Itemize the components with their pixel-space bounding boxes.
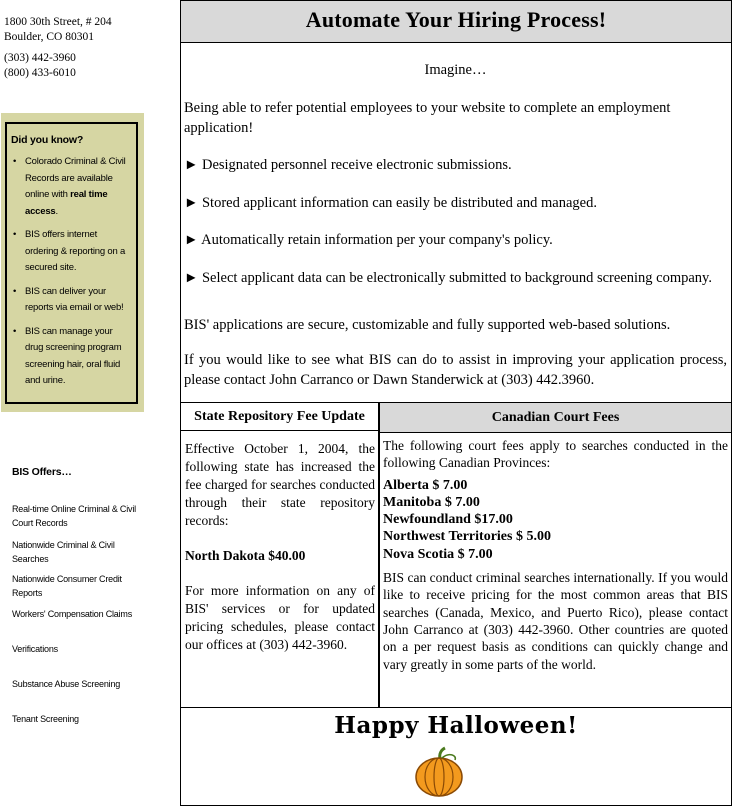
offer-item: Workers' Compensation Claims xyxy=(12,609,132,619)
bullet-item: ► Designated personnel receive electronic submissions. xyxy=(184,157,512,173)
state-fee-intro: Effective October 1, 2004, the following state has increased the fee charged for searches conducted through their state repository records: xyxy=(185,441,375,528)
state-fee-body xyxy=(185,440,375,654)
imagine-text: Imagine… xyxy=(424,62,487,78)
did-you-know-list xyxy=(7,154,136,397)
did-you-know-item: • BIS offers internet ordering & reporting on a secured site. xyxy=(25,227,130,277)
canadian-fee-body xyxy=(383,437,728,673)
pumpkin-icon xyxy=(413,746,465,798)
did-you-know-title: Did you know? xyxy=(11,134,84,146)
canadian-fee-box xyxy=(380,403,731,707)
offers-title: BIS Offers… xyxy=(12,466,72,478)
bullet-item: ► Stored applicant information can easily be distributed and managed. xyxy=(184,195,597,211)
did-you-know-box xyxy=(1,113,144,412)
canadian-fee-title: Canadian Court Fees xyxy=(380,403,731,433)
main-header xyxy=(181,1,731,43)
state-fee-box xyxy=(181,403,380,707)
offer-item: Verifications xyxy=(12,644,58,654)
fee-row: Newfoundland $17.00 xyxy=(383,512,513,528)
main-content xyxy=(180,0,732,806)
phone-1: (303) 442-3960 xyxy=(4,52,76,64)
state-fee-value: North Dakota $40.00 xyxy=(185,548,306,563)
divider xyxy=(181,707,731,708)
phone-2: (800) 433-6010 xyxy=(4,67,76,79)
sidebar xyxy=(0,0,178,806)
state-fee-footer: For more information on any of BIS' services or for updated pricing schedules, please contact our offices at (303) 442-3960. xyxy=(185,583,375,652)
state-fee-title: State Repository Fee Update xyxy=(181,403,378,431)
fee-row: Manitoba $ 7.00 xyxy=(383,494,480,510)
address-line-1: 1800 30th Street, # 204 xyxy=(4,16,112,28)
intro-text: Being able to refer potential employees to your website to complete an employment application! xyxy=(184,100,671,136)
page-title: Automate Your Hiring Process! xyxy=(305,7,607,32)
canadian-fee-text: BIS can conduct criminal searches internationally. If you would like to receive pricing for the most common areas that BIS searches (Canada, Mexico, and Puerto Rico), please contact John Carranco at (303) 442-3960. Other countries are quoted on a per request basis as conditions can quickly change and vary greatly in some parts of the world. xyxy=(383,570,728,672)
contact-text: If you would like to see what BIS can do to assist in improving your application process, please contact John Carranco or Dawn Standerwick at (303) 442.3960. xyxy=(184,352,727,388)
offer-item: Substance Abuse Screening xyxy=(12,679,121,689)
address-line-2: Boulder, CO 80301 xyxy=(4,31,94,43)
offer-item: Tenant Screening xyxy=(12,714,79,724)
canadian-fee-intro: The following court fees apply to searches conducted in the following Canadian Provinces: xyxy=(383,438,728,471)
fee-row: Northwest Territories $ 5.00 xyxy=(383,529,551,545)
phone-numbers xyxy=(4,51,76,81)
did-you-know-item: • BIS can manage your drug screening program screening hair, oral fluid and urine. xyxy=(25,324,130,390)
fee-row: Nova Scotia $ 7.00 xyxy=(383,546,493,562)
offer-item: Nationwide Consumer Credit Reports xyxy=(12,574,122,598)
did-you-know-item: • Colorado Criminal & Civil Records are available online with real time access. xyxy=(25,154,130,220)
halloween-greeting: Happy Halloween! xyxy=(334,712,578,739)
canadian-fee-list xyxy=(383,477,728,563)
offer-item: Nationwide Criminal & Civil Searches xyxy=(12,540,115,564)
fee-row: Alberta $ 7.00 xyxy=(383,477,468,493)
address xyxy=(4,15,112,45)
bullet-item: ► Select applicant data can be electronically submitted to background screening company. xyxy=(184,270,712,286)
secure-text: BIS' applications are secure, customizable and fully supported web-based solutions. xyxy=(184,317,671,333)
offer-item: Real-time Online Criminal & Civil Court Records xyxy=(12,504,136,528)
did-you-know-panel xyxy=(5,122,138,404)
did-you-know-item: • BIS can deliver your reports via email or web! xyxy=(25,284,130,317)
bullet-item: ► Automatically retain information per your company's policy. xyxy=(184,232,553,248)
